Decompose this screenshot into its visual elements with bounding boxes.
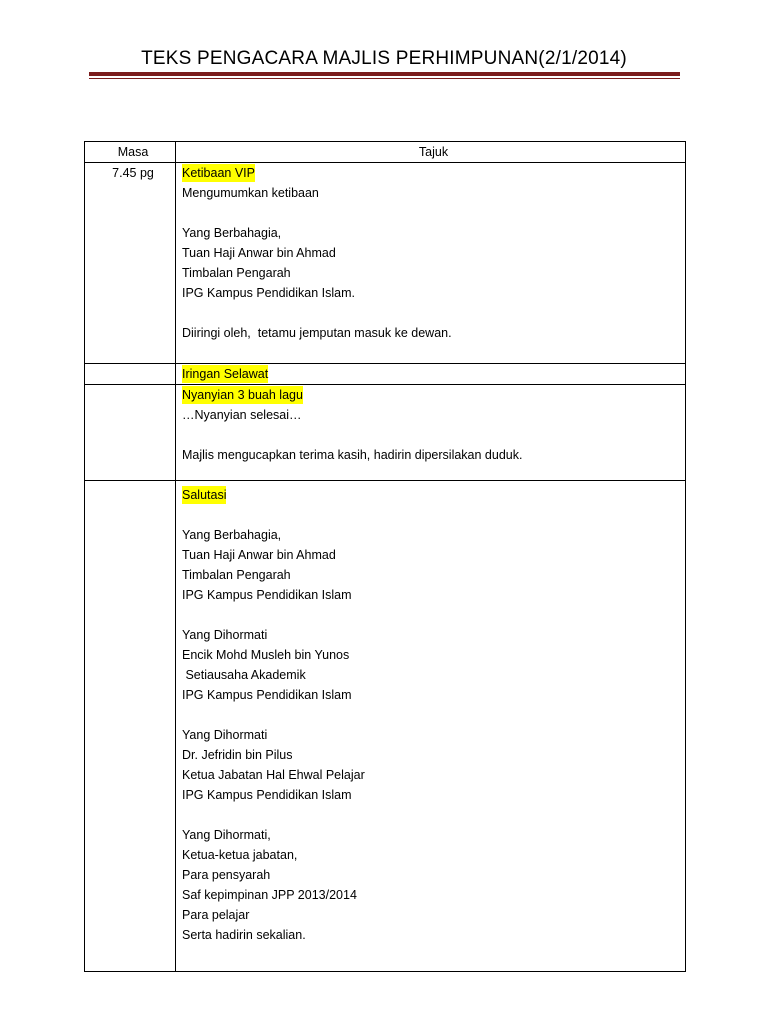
masa-cell (85, 385, 176, 481)
text-line: IPG Kampus Pendidikan Islam (182, 788, 352, 802)
text-line (182, 425, 685, 445)
row-heading: Nyanyian 3 buah lagu (182, 388, 303, 402)
header-tajuk: Tajuk (176, 142, 686, 163)
text-line: IPG Kampus Pendidikan Islam (182, 588, 352, 602)
text-line: Yang Dihormati (182, 728, 268, 742)
tajuk-cell (176, 364, 686, 385)
text-line: Yang Dihormati, (182, 828, 271, 842)
table-row (85, 163, 686, 364)
text-line: Tuan Haji Anwar bin Ahmad (182, 548, 336, 562)
text-line: Tuan Haji Anwar bin Ahmad (182, 246, 336, 260)
text-line: Dr. Jefridin bin Pilus (182, 748, 293, 762)
text-line: Serta hadirin sekalian. (182, 928, 306, 942)
text-line (182, 605, 685, 625)
row-heading: Iringan Selawat (182, 367, 269, 381)
row-heading: Ketibaan VIP (182, 166, 255, 180)
table-header-row (85, 142, 686, 163)
text-line: Para pensyarah (182, 868, 271, 882)
text-line (182, 203, 685, 223)
text-line: Ketua-ketua jabatan, (182, 848, 298, 862)
masa-cell (85, 481, 176, 972)
text-line (182, 303, 685, 323)
text-line: Ketua Jabatan Hal Ehwal Pelajar (182, 768, 365, 782)
table-row (85, 481, 686, 972)
text-line: Saf kepimpinan JPP 2013/2014 (182, 888, 357, 902)
text-line (182, 705, 685, 725)
text-line: IPG Kampus Pendidikan Islam (182, 688, 352, 702)
title-underline-thin (89, 78, 680, 79)
text-line: Yang Berbahagia, (182, 528, 282, 542)
text-line: Majlis mengucapkan terima kasih, hadirin dipersilakan duduk. (182, 448, 523, 462)
tajuk-cell (176, 481, 686, 972)
text-line: IPG Kampus Pendidikan Islam. (182, 286, 355, 300)
table-row (85, 364, 686, 385)
tajuk-cell (176, 385, 686, 481)
text-line: Yang Dihormati (182, 628, 268, 642)
agenda-table (84, 141, 686, 972)
text-line: Mengumumkan ketibaan (182, 186, 319, 200)
text-line: Setiausaha Akademik (182, 668, 306, 682)
text-line: Para pelajar (182, 908, 250, 922)
text-line: Yang Berbahagia, (182, 226, 282, 240)
title-underline-thick (89, 72, 680, 76)
header-masa: Masa (85, 142, 176, 163)
page-title: TEKS PENGACARA MAJLIS PERHIMPUNAN(2/1/2014) (141, 48, 627, 69)
text-line (182, 505, 685, 525)
table-row (85, 385, 686, 481)
text-line (182, 805, 685, 825)
text-line: Timbalan Pengarah (182, 266, 291, 280)
text-line: Encik Mohd Musleh bin Yunos (182, 648, 350, 662)
tajuk-cell (176, 163, 686, 364)
masa-cell: 7.45 pg (85, 163, 176, 364)
text-line: Timbalan Pengarah (182, 568, 291, 582)
text-line: …Nyanyian selesai… (182, 408, 302, 422)
row-heading: Salutasi (182, 488, 227, 502)
masa-cell (85, 364, 176, 385)
text-line: Diiringi oleh, tetamu jemputan masuk ke dewan. (182, 326, 452, 340)
